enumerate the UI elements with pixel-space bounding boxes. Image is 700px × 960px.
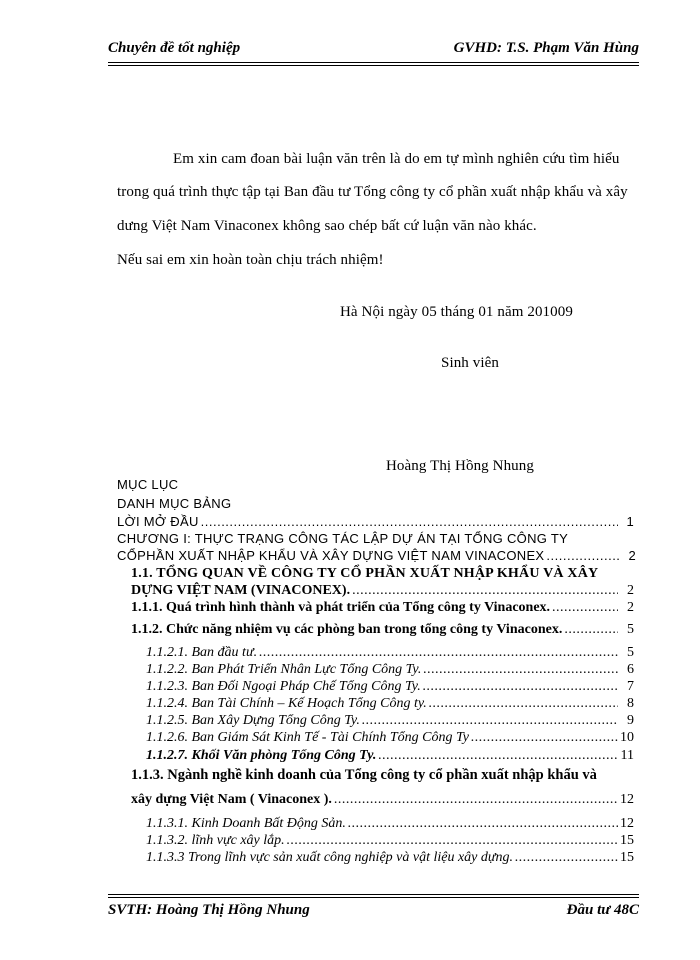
toc-entry[interactable] (146, 713, 634, 729)
toc-entry-page: 12 (620, 816, 634, 831)
toc-entry-text: 1.1.2. Chức năng nhiệm vụ các phòng ban trong tổng công ty Vinaconex. (131, 622, 563, 637)
toc-entry[interactable] (131, 622, 634, 638)
toc-entry[interactable] (131, 600, 634, 616)
toc-entry[interactable]: CHƯƠNG I: THỰC TRẠNG CÔNG TÁC LẬP DỰ ÁN TẠI TỔNG CÔNG TY (117, 531, 569, 546)
toc-entry-page: 2 (627, 600, 634, 615)
toc-entry[interactable] (146, 730, 634, 746)
toc-leader (423, 679, 618, 695)
header-rule (108, 62, 639, 63)
toc-leader (564, 622, 618, 638)
toc-entry-page: 15 (620, 850, 634, 865)
header-right: GVHD: T.S. Phạm Văn Hùng (453, 40, 639, 56)
toc-entry-text: 1.1.2.4. Ban Tài Chính – Kế Hoạch Tổng Công ty. (146, 696, 427, 711)
toc-entry-page: 6 (627, 662, 634, 677)
footer-rule-secondary (108, 897, 639, 898)
toc-entry-page: 5 (627, 645, 634, 660)
toc-entry-page: 15 (620, 833, 634, 848)
toc-tables-heading: DANH MỤC BẢNG (117, 496, 232, 511)
toc-entry-page: 8 (627, 696, 634, 711)
statement-line: Nếu sai em xin hoàn toàn chịu trách nhiệm! (117, 252, 384, 268)
toc-entry-text: DỰNG VIỆT NAM (VINACONEX). (131, 583, 351, 598)
toc-entry-text: 1.1.2.3. Ban Đối Ngoại Pháp Chế Tổng Công Ty. (146, 679, 421, 694)
toc-leader (259, 645, 618, 661)
toc-leader (348, 816, 618, 832)
toc-leader (552, 600, 618, 616)
toc-entry-text: 1.1.1. Quá trình hình thành và phát triển của Tổng công ty Vinaconex. (131, 600, 551, 615)
toc-entry[interactable] (131, 792, 634, 808)
toc-entry-page: 11 (620, 748, 634, 763)
toc-heading: MỤC LỤC (117, 477, 179, 492)
header-rule-secondary (108, 65, 639, 66)
toc-entry-page: 2 (627, 583, 634, 598)
toc-leader (546, 548, 620, 563)
toc-entry[interactable]: 1.1. TỔNG QUAN VỀ CÔNG TY CỔ PHẦN XUẤT NHẬP KHẨU VÀ XÂY (131, 566, 599, 581)
date-line: Hà Nội ngày 05 tháng 01 năm 201009 (340, 304, 573, 320)
toc-entry-text: CỔPHẦN XUẤT NHẬP KHẨU VÀ XÂY DỰNG VIỆT NAM VINACONEX (117, 548, 545, 563)
toc-leader (423, 662, 618, 678)
toc-leader (352, 583, 618, 599)
toc-entry[interactable] (131, 583, 634, 599)
header-left: Chuyên đề tốt nghiệp (108, 40, 241, 56)
footer-left: SVTH: Hoàng Thị Hồng Nhung (108, 902, 310, 918)
toc-entry[interactable] (146, 679, 634, 695)
toc-entry[interactable] (117, 514, 634, 529)
toc-entry-text: 1.1.3.3 Trong lĩnh vực sản xuất công nghiệp và vật liệu xây dựng. (146, 850, 514, 865)
toc-entry-text: 1.1.2.1. Ban đầu tư. (146, 645, 258, 660)
footer-rule (108, 894, 639, 895)
toc-entry-page: 10 (620, 730, 634, 745)
footer-right: Đầu tư 48C (566, 902, 639, 918)
toc-entry-text: LỜI MỞ ĐẦU (117, 514, 199, 529)
toc-entry-text: 1.1.2.2. Ban Phát Triển Nhân Lực Tổng Công Ty. (146, 662, 422, 677)
toc-leader (378, 748, 618, 764)
toc-entry[interactable] (146, 696, 634, 712)
toc-leader (515, 850, 618, 866)
toc-entry[interactable]: 1.1.3. Ngành nghề kinh doanh của Tổng công ty cổ phần xuất nhập khẩu và (131, 767, 597, 783)
statement-line: Em xin cam đoan bài luận văn trên là do em tự mình nghiên cứu tìm hiểu (173, 151, 620, 167)
toc-entry-text: xây dựng Việt Nam ( Vinaconex ). (131, 792, 332, 807)
statement-line: dưng Việt Nam Vinaconex không sao chép bất cứ luận văn nào khác. (117, 218, 537, 234)
toc-leader (201, 514, 618, 529)
toc-entry[interactable] (146, 816, 634, 832)
toc-entry[interactable] (146, 850, 634, 866)
toc-leader (429, 696, 618, 712)
toc-entry-page: 7 (627, 679, 634, 694)
signature-role: Sinh viên (441, 355, 499, 371)
toc-leader (471, 730, 618, 746)
toc-entry-page: 5 (627, 622, 634, 637)
toc-leader (287, 833, 618, 849)
toc-entry-text: 1.1.3.2. lĩnh vực xây lắp. (146, 833, 285, 848)
statement-line: trong quá trình thực tập tại Ban đầu tư Tổng công ty cổ phần xuất nhập khẩu và xây (117, 184, 628, 200)
toc-entry[interactable] (117, 548, 636, 563)
toc-entry[interactable] (146, 645, 634, 661)
toc-entry-page: 1 (626, 514, 634, 529)
toc-entry-text: 1.1.2.5. Ban Xây Dựng Tổng Công Ty. (146, 713, 360, 728)
toc-entry[interactable] (146, 662, 634, 678)
toc-entry-page: 12 (620, 792, 634, 807)
toc-entry-text: 1.1.3.1. Kinh Doanh Bất Động Sản. (146, 816, 346, 831)
toc-entry-page: 9 (627, 713, 634, 728)
toc-entry[interactable] (146, 833, 634, 849)
toc-leader (334, 792, 618, 808)
toc-entry-page: 2 (628, 548, 636, 563)
toc-entry-text: 1.1.2.6. Ban Giám Sát Kinh Tế - Tài Chính Tổng Công Ty (146, 730, 469, 745)
toc-leader (362, 713, 618, 729)
toc-entry-text: 1.1.2.7. Khối Văn phòng Tổng Công Ty. (146, 748, 377, 763)
toc-entry[interactable] (146, 748, 634, 764)
signature-name: Hoàng Thị Hồng Nhung (386, 458, 534, 474)
